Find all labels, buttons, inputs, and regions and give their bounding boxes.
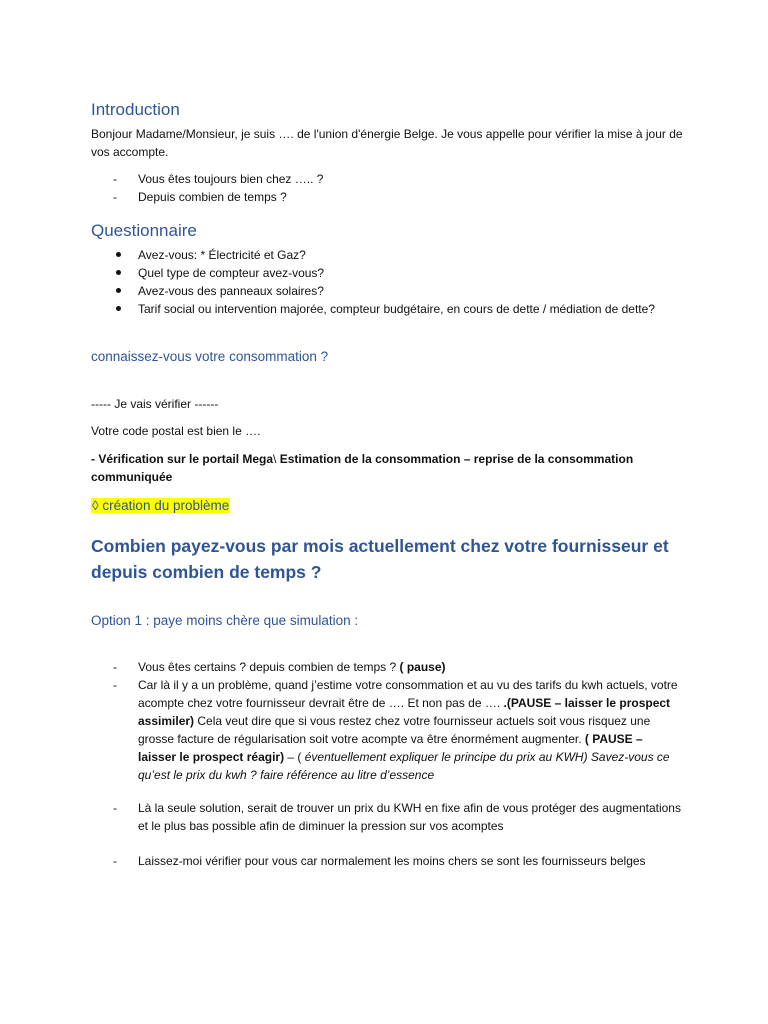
option1-list-continued — [91, 799, 683, 835]
list-item: Quel type de compteur avez-vous? — [91, 264, 683, 282]
list-item: Tarif social ou intervention majorée, compteur budgétaire, en cours de dette / médiation de dette? — [91, 300, 683, 318]
list-item: Avez-vous: * Électricité et Gaz? — [91, 246, 683, 264]
intro-list — [91, 170, 683, 206]
option1-list-end — [91, 852, 683, 870]
lozenge-icon: ◊ — [92, 498, 99, 513]
list-item: - Depuis combien de temps ? — [113, 190, 287, 204]
list-item: - Car là il y a un problème, quand j’estime votre consommation et au vu des tarifs du kwh actuels, votre acompte chez votre fournisseur devrait être de …. Et non pas de …. .(PAUSE – laisser le prospect assimiler) Cela veut dire que si vous restez chez votre fournisseur actuels soit vous risquez une grosse facture de régularisation soit votre acompte va être énormément augmenter. ( PAUSE – laisser le prospect réagir) – ( éventuellement expliquer le principe du prix au KWH) Savez-vous ce qu’est le prix du kwh ? faire référence au litre d’essence — [113, 678, 678, 782]
portal-verification: - Vérification sur le portail Mega\ Estimation de la consommation – reprise de la consommation communiquée — [91, 452, 634, 484]
problem-highlight: ◊ création du problème — [92, 498, 230, 513]
questionnaire-heading: Questionnaire — [91, 221, 197, 240]
intro-paragraph: Bonjour Madame/Monsieur, je suis …. de l'union d'énergie Belge. Je vous appelle pour vérifier la mise à jour de vos accompte. — [91, 127, 683, 159]
intro-heading: Introduction — [91, 100, 180, 119]
questionnaire-list — [91, 246, 683, 318]
list-item: - Là la seule solution, serait de trouver un prix du KWH en fixe afin de vous protéger des augmentations et le plus bas possible afin de diminuer la pression sur vos acomptes — [113, 801, 681, 833]
main-question: Combien payez-vous par mois actuellement chez votre fournisseur et depuis combien de temps ? — [91, 536, 669, 582]
list-item: - Laissez-moi vérifier pour vous car normalement les moins chers se sont les fournisseurs belges — [113, 854, 646, 868]
option1-list — [91, 658, 683, 784]
postal-code-line: Votre code postal est bien le …. — [91, 424, 261, 438]
list-item: Avez-vous des panneaux solaires? — [91, 282, 683, 300]
list-item: - Vous êtes certains ? depuis combien de temps ? ( pause) — [113, 660, 446, 674]
list-item: - Vous êtes toujours bien chez ….. ? — [113, 172, 324, 186]
verify-line: ----- Je vais vérifier ------ — [91, 397, 219, 411]
option1-heading: Option 1 : paye moins chère que simulation : — [91, 613, 359, 628]
consumption-subheading: connaissez-vous votre consommation ? — [91, 349, 329, 364]
